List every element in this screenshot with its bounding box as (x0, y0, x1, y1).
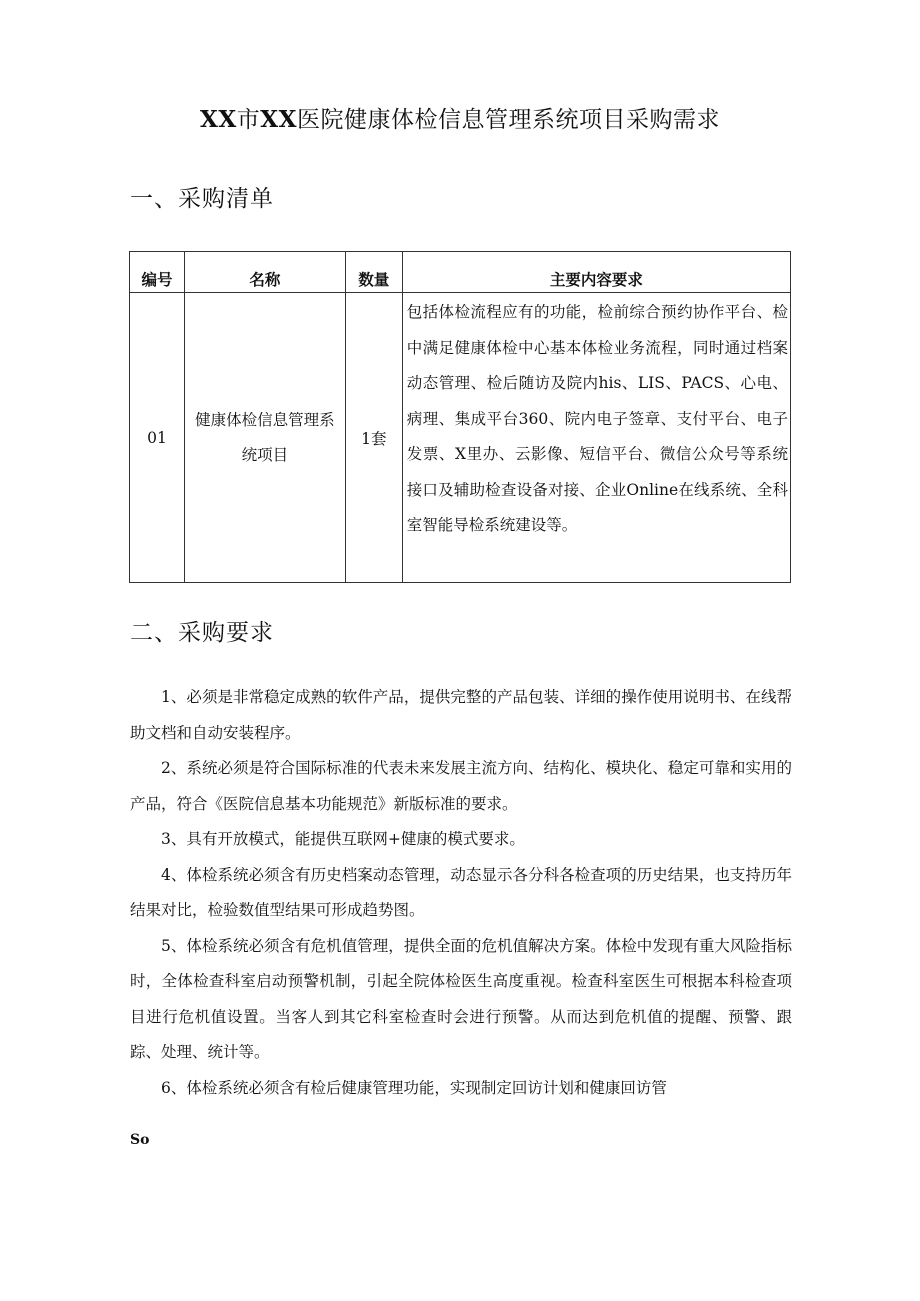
title-part-hospital-placeholder: XX (260, 106, 297, 133)
requirement-paragraph: 2、系统必须是符合国际标准的代表未来发展主流方向、结构化、模块化、稳定可靠和实用的产品，符合《医院信息基本功能规范》新版标准的要求。 (130, 759, 792, 813)
cell-name-text: 健康体检信息管理系统项目 (195, 410, 335, 464)
requirement-paragraph: 3、具有开放模式，能提供互联网+健康的模式要求。 (161, 830, 525, 848)
cell-content: 包括体检流程应有的功能，检前综合预约协作平台、检中满足健康体检中心基本体检业务流程，同时通过档案动态管理、检后随访及院内his、LIS、PACS、心电、病理、集成平台360、院内电子签章、支付平台、电子发票、X里办、云影像、短信平台、微信公众号等系统接口及辅助检查设备对接、企业Online在线系统、全科室智能导检系统建设等。 (402, 293, 790, 583)
footer-mark: So (130, 1132, 150, 1148)
cell-number: 01 (130, 293, 185, 583)
requirements-list (130, 680, 792, 1106)
requirement-paragraph: 1、必须是非常稳定成熟的软件产品，提供完整的产品包装、详细的操作使用说明书、在线帮助文档和自动安装程序。 (130, 688, 792, 742)
table-header-row (130, 252, 791, 293)
header-number: 编号 (130, 252, 185, 293)
requirement-paragraph: 5、体检系统必须含有危机值管理，提供全面的危机值解决方案。体检中发现有重大风险指标时，全体检查科室启动预警机制，引起全院体检医生高度重视。检查科室医生可根据本科检查项目进行危机值设置。当客人到其它科室检查时会进行预警。从而达到危机值的提醒、预警、跟踪、处理、统计等。 (130, 936, 792, 1061)
page-title (0, 100, 920, 140)
cell-quantity: 1套 (345, 293, 402, 583)
procurement-table (129, 251, 791, 583)
header-quantity: 数量 (345, 252, 402, 293)
requirement-paragraph: 4、体检系统必须含有历史档案动态管理，动态显示各分科各检查项的历史结果，也支持历年结果对比，检验数值型结果可形成趋势图。 (130, 865, 792, 919)
table-row (130, 293, 791, 583)
section-heading-procurement-requirements: 二、采购要求 (130, 620, 274, 646)
title-part-city-suffix: 市 (236, 107, 261, 133)
section-heading-procurement-list: 一、采购清单 (130, 186, 274, 212)
title-part-city-placeholder: XX (200, 106, 237, 133)
header-content: 主要内容要求 (402, 252, 790, 293)
cell-name (184, 293, 345, 583)
requirement-paragraph: 6、体检系统必须含有检后健康管理功能，实现制定回访计划和健康回访管 (161, 1078, 667, 1097)
title-part-rest: 医院健康体检信息管理系统项目采购需求 (296, 107, 720, 133)
header-name: 名称 (184, 252, 345, 293)
